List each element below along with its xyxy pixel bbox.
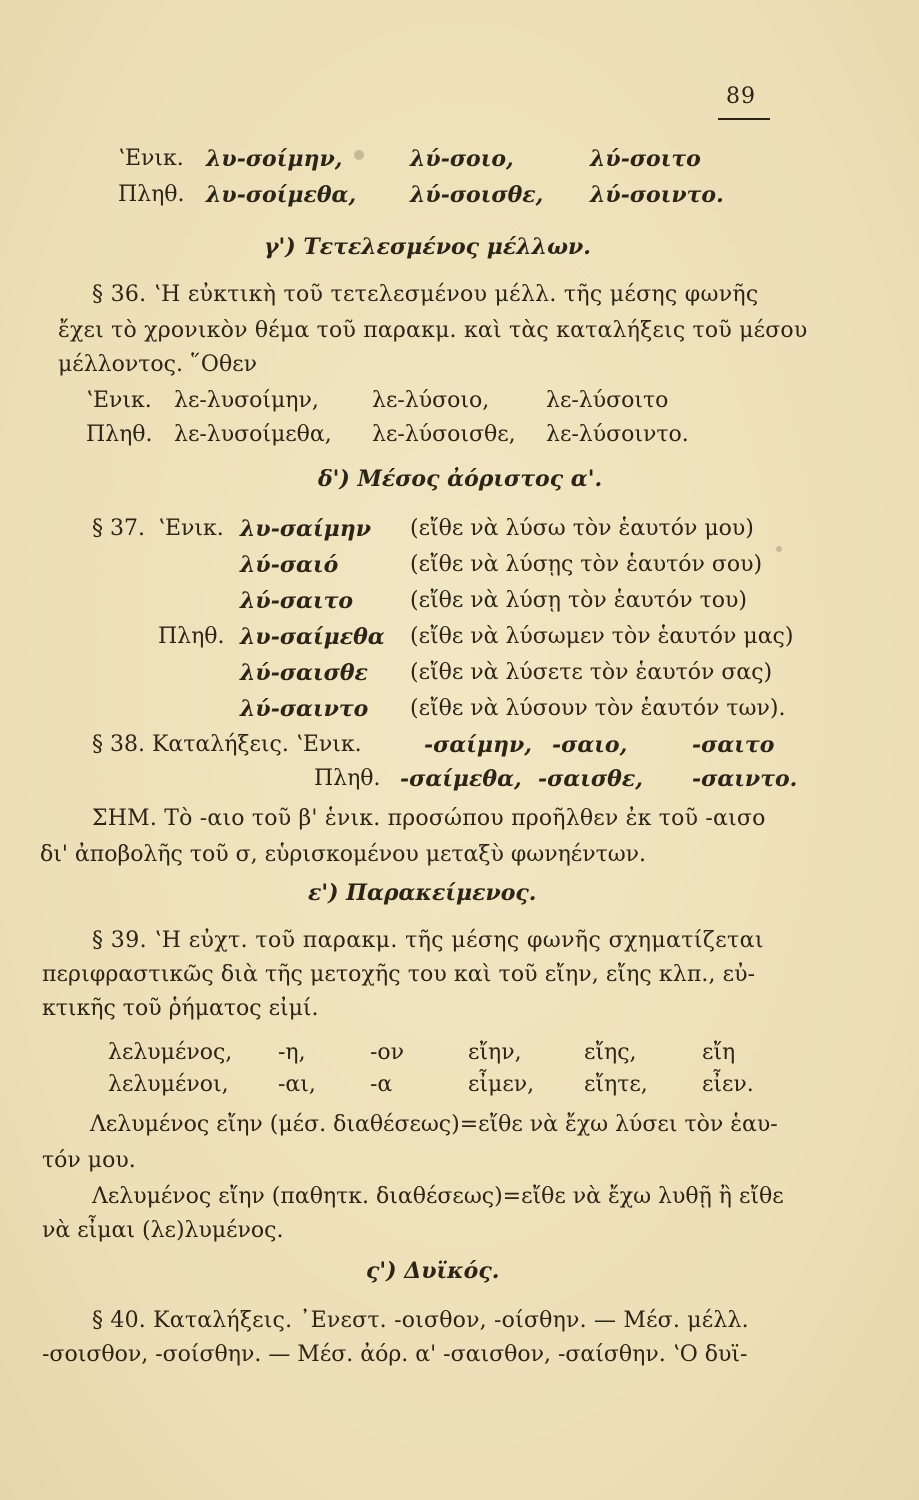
ending-bold: -σαιντο. xyxy=(692,766,798,792)
gloss: (εἴθε νὰ λύσετε τὸν ἑαυτόν σας) xyxy=(410,660,773,685)
paragraph-line: § 40. Καταλήξεις. ᾿Ενεστ. -οισθον, -οίσθην. — Μέσ. μέλλ. xyxy=(92,1308,749,1333)
form: λε-λυσοίμεθα, xyxy=(174,422,332,447)
page-number: 89 xyxy=(726,84,756,109)
paragraph-line: Λελυμένος εἴην (μέσ. διαθέσεως)=εἴθε νὰ ἔχω λύσει τὸν ἑαυ- xyxy=(90,1112,778,1137)
section-heading: δ') Μέσος ἀόριστος α'. xyxy=(318,466,603,492)
paragraph-line: -σοισθον, -σοίσθην. — Μέσ. ἀόρ. α' -σαισθον, -σαίσθην. ʽΟ δυϊ- xyxy=(42,1342,748,1367)
ending-bold: -σαίμην, xyxy=(424,732,532,758)
number-label: Πληθ. xyxy=(158,624,225,649)
number-label: Πληθ. xyxy=(118,182,185,207)
form: -η, xyxy=(278,1040,306,1065)
form: λε-λυσοίμην, xyxy=(174,388,319,413)
ending-bold: -σαιτο xyxy=(692,732,775,758)
section-heading: γ') Τετελεσμένος μέλλων. xyxy=(264,234,591,260)
form-bold: λύ-σαιό xyxy=(240,552,339,578)
form-bold: λύ-σαιντο xyxy=(240,696,369,722)
paragraph-line: § 38. Καταλήξεις. ʽΕνικ. xyxy=(92,732,362,757)
form-bold: λυ-σαίμεθα xyxy=(240,624,385,650)
form: εἴης, xyxy=(584,1040,637,1065)
form: -ον xyxy=(370,1040,405,1065)
form: εἶμεν, xyxy=(468,1072,535,1097)
ink-speck xyxy=(776,546,782,552)
form: λε-λύσοιο, xyxy=(372,388,490,413)
form: εἴητε, xyxy=(584,1072,648,1097)
form-bold: λυ-σοίμην, xyxy=(206,146,343,172)
form: εἴη xyxy=(702,1040,736,1065)
form-bold: λύ-σοιο, xyxy=(410,146,514,172)
ending-bold: -σαιο, xyxy=(552,732,628,758)
section-heading: ς') Δυϊκός. xyxy=(366,1258,500,1284)
page-number-rule xyxy=(718,118,770,120)
form-bold: λύ-σοιντο. xyxy=(590,182,724,208)
paragraph-line: κτικῆς τοῦ ῥήματος εἰμί. xyxy=(42,996,319,1021)
paragraph-line: § 39. ʽΗ εὐχτ. τοῦ παρακμ. τῆς μέσης φωνῆς σχηματίζεται xyxy=(92,928,764,953)
paragraph-line: τόν μου. xyxy=(42,1148,136,1173)
form-bold: λυ-σαίμην xyxy=(240,516,371,542)
paragraph-line: μέλλοντος. ῞Οθεν xyxy=(58,352,257,377)
section-number: § 37. xyxy=(92,516,145,541)
note-line: ΣΗΜ. Τὸ -αιο τοῦ β' ἑνικ. προσώπου προῆλθεν ἐκ τοῦ -αισο xyxy=(92,806,766,831)
form-bold: λυ-σοίμεθα, xyxy=(206,182,357,208)
paragraph-line: νὰ εἶμαι (λε)λυμένος. xyxy=(42,1218,284,1243)
number-label: ʽΕνικ. xyxy=(86,388,152,413)
number-label: Πληθ. xyxy=(314,766,381,791)
paragraph-line: Λελυμένος εἴην (παθητκ. διαθέσεως)=εἴθε νὰ ἔχω λυθῇ ἢ εἴθε xyxy=(92,1184,784,1209)
ink-speck xyxy=(354,150,364,160)
ending-bold: -σαισθε, xyxy=(538,766,643,792)
form: λε-λύσοισθε, xyxy=(372,422,516,447)
form: -α xyxy=(370,1072,393,1097)
number-label: Πληθ. xyxy=(86,422,153,447)
gloss: (εἴθε νὰ λύσῃς τὸν ἑαυτόν σου) xyxy=(410,552,763,577)
note-line: δι' ἀποβολῆς τοῦ σ, εὑρισκομένου μεταξὺ φωνηέντων. xyxy=(40,842,647,867)
form-bold: λύ-σοισθε, xyxy=(410,182,544,208)
paragraph-line: § 36. ʽΗ εὐκτικὴ τοῦ τετελεσμένου μέλλ. τῆς μέσης φωνῆς xyxy=(92,282,759,307)
section-heading: ε') Παρακείμενος. xyxy=(308,880,537,906)
gloss: (εἴθε νὰ λύσουν τὸν ἑαυτόν των). xyxy=(410,696,786,721)
number-label: ʽΕνικ. xyxy=(158,516,224,541)
form: λελυμένοι, xyxy=(108,1072,229,1097)
form: λελυμένος, xyxy=(108,1040,233,1065)
paragraph-line: περιφραστικῶς διὰ τῆς μετοχῆς του καὶ τοῦ εἴην, εἴης κλπ., εὐ- xyxy=(42,962,756,987)
form: -αι, xyxy=(278,1072,316,1097)
form: εἶεν. xyxy=(702,1072,754,1097)
ending-bold: -σαίμεθα, xyxy=(400,766,522,792)
paragraph-line: ἔχει τὸ χρονικὸν θέμα τοῦ παρακμ. καὶ τὰς καταλήξεις τοῦ μέσου xyxy=(58,318,808,343)
form-bold: λύ-σαισθε xyxy=(240,660,368,686)
form: λε-λύσοιντο. xyxy=(546,422,689,447)
gloss: (εἴθε νὰ λύσω τὸν ἑαυτόν μου) xyxy=(410,516,754,541)
form-bold: λύ-σαιτο xyxy=(240,588,354,614)
form: λε-λύσοιτο xyxy=(546,388,669,413)
form-bold: λύ-σοιτο xyxy=(590,146,701,172)
form: εἴην, xyxy=(468,1040,522,1065)
gloss: (εἴθε νὰ λύσωμεν τὸν ἑαυτόν μας) xyxy=(410,624,794,649)
gloss: (εἴθε νὰ λύσῃ τὸν ἑαυτόν του) xyxy=(410,588,747,613)
number-label: ʽΕνικ. xyxy=(118,146,184,171)
